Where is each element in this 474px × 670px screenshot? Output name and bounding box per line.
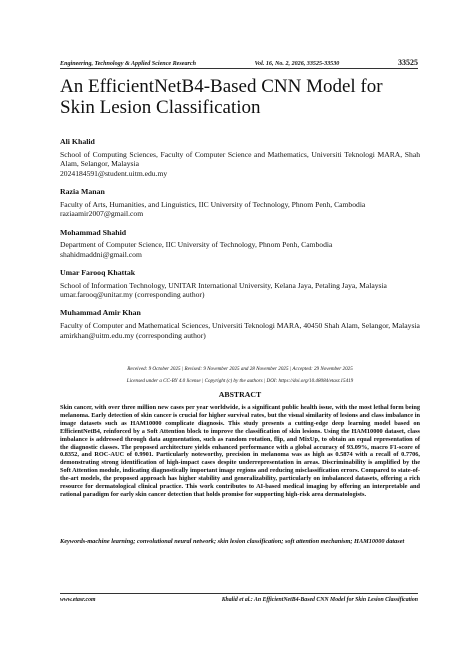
- publication-info: [60, 363, 420, 387]
- author-email[interactable]: umar.farooq@unitar.my (corresponding author): [60, 290, 205, 300]
- header-rule: [60, 68, 418, 69]
- author-block: [60, 137, 420, 178]
- abstract-text: Skin cancer, with over three million new cases per year worldwide, is a significant public health issue, with the most lethal form being melanoma. Early detection of skin cancer is crucial for higher survival rates, but the visual similarity of lesions and class imbalance in image datasets such as HAM10000 complicate diagnosis. This study presents a cutting-edge deep learning model based on EfficientNetB4, reinforced by a Soft Attention block to improve the classification of skin lesions. Using the HAM10000 dataset, class imbalance is addressed through data augmentation, such as random rotation, flip, and MixUp, to obtain an equal representation of the diagnostic classes. The proposed architecture yields enhanced performance with a global accuracy of 93.09%, macro F1-score of 0.8352, and ROC-AUC of 0.9901. Particularly noteworthy, precision in melanoma was as high as 0.5874 with a recall of 0.7706, demonstrating strong identification of high-impact cases despite underrepresentation in areas. Discriminability is amplified by the Soft Attention module, indicating diagnostically important image regions and reducing misclassification errors. Compared to state-of-the-art models, the proposed approach has higher stability and generalizability, particularly on imbalanced datasets, offering a rich resource for dermatological clinical practice. This work contributes to AI-based medical imaging by offering an interpretable and rational paradigm for early skin cancer detection that holds promise for supporting high-risk area dermatologists.: [60, 404, 420, 498]
- journal-website[interactable]: www.etasr.com: [60, 597, 96, 603]
- footer-citation: Khalid et al.: An EfficientNetB4-Based CNN Model for Skin Lesion Classification: [221, 597, 418, 603]
- journal-name: Engineering, Technology & Applied Science Research: [60, 61, 196, 67]
- author-affiliation: School of Computing Sciences, Faculty of Computer Science and Mathematics, Universiti Teknologi MARA, Shah Alam, Selangor, Malaysia: [60, 149, 420, 169]
- running-footer: [60, 597, 418, 603]
- author-block: [60, 308, 420, 340]
- volume-info: Vol. 16, No. 2, 2026, 33525-33530: [254, 61, 340, 67]
- author-name: Mohammad Shahid: [60, 227, 127, 237]
- author-affiliation: Department of Computer Science, IIC University of Technology, Phnom Penh, Cambodia: [60, 240, 333, 250]
- author-block: [60, 228, 420, 260]
- author-email[interactable]: raziaamir2007@gmail.com: [60, 209, 144, 219]
- author-name: Umar Farooq Khattak: [60, 268, 136, 277]
- running-header: [60, 58, 418, 67]
- author-email[interactable]: shahidmaddni@gmail.com: [60, 249, 142, 259]
- abstract-heading: ABSTRACT: [218, 390, 262, 399]
- page-number: 33525: [398, 58, 418, 67]
- submission-dates: Received: 9 October 2025 | Revised: 9 November 2025 and 28 November 2025 | Accepted: 29 November 2025: [127, 366, 353, 372]
- paper-title: An EfficientNetB4-Based CNN Model for Skin Lesion Classification: [60, 76, 383, 118]
- footer-rule: [60, 593, 418, 594]
- author-name: Razia Manan: [60, 187, 105, 197]
- author-affiliation: Faculty of Computer and Mathematical Sciences, Universiti Teknologi MARA, 40450 Shah Alam, Selangor, Malaysia: [60, 321, 420, 331]
- author-email[interactable]: 2024184591@student.uitm.edu.my: [60, 168, 168, 178]
- author-affiliation: Faculty of Arts, Humanities, and Linguistics, IIC University of Technology, Phnom Penh, Cambodia: [60, 199, 366, 209]
- license-doi[interactable]: Licensed under a CC-BY 4.0 license | Copyright (c) by the authors | DOI: https://doi.org/10.48084/etasr.15419: [126, 378, 354, 384]
- author-list: [60, 137, 420, 349]
- author-affiliation: School of Information Technology, UNITAR International University, Kelana Jaya, Petaling Jaya, Malaysia: [60, 280, 387, 290]
- keywords: Keywords-machine learning; convolutional neural network; skin lesion classification; soft attention mechanism; HAM10000 dataset: [60, 538, 405, 545]
- author-name: Muhammad Amir Khan: [60, 308, 141, 318]
- author-block: [60, 268, 420, 300]
- author-email[interactable]: amirkhan@uitm.edu.my (corresponding author): [60, 330, 206, 340]
- author-name: Ali Khalid: [60, 137, 95, 146]
- author-block: [60, 187, 420, 219]
